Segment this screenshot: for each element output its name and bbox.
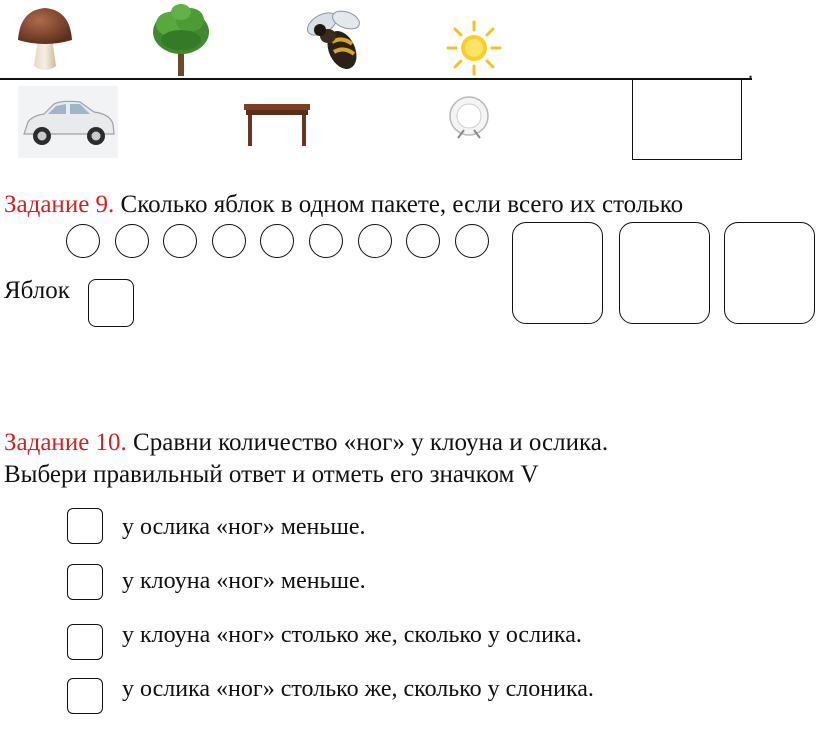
task9-text: Сколько яблок в одном пакете, если всего их столько (114, 191, 684, 218)
apple-circle (163, 224, 197, 258)
option-text: у ослика «ног» столько же, сколько у слоника. (122, 676, 594, 702)
apple-circle (115, 224, 149, 258)
task9-heading (4, 190, 683, 220)
apple-circle (358, 224, 392, 258)
apple-circle (455, 224, 489, 258)
apple-circle (406, 224, 440, 258)
car-icon (18, 86, 118, 158)
apple-circle (260, 224, 294, 258)
apple-circle (309, 224, 343, 258)
end-dot: . (748, 61, 753, 83)
bag-box[interactable] (619, 222, 710, 324)
option-checkbox[interactable] (67, 508, 103, 544)
task10-heading (4, 428, 608, 458)
answer-box[interactable] (632, 78, 742, 160)
option-text: у ослика «ног» меньше. (122, 514, 366, 540)
option-checkbox[interactable] (67, 624, 103, 660)
bag-box[interactable] (724, 222, 815, 324)
bag-box[interactable] (512, 222, 603, 324)
task10-label: Задание 10. (4, 429, 127, 456)
task10-instruction: Выбери правильный ответ и отметь его значком V (4, 461, 539, 488)
task10-text: Сравни количество «ног» у клоуна и ослика. (126, 429, 609, 456)
tree-icon (150, 2, 212, 78)
plate-icon (448, 96, 490, 142)
table-icon (244, 102, 310, 148)
apple-circle (212, 224, 246, 258)
option-text: у клоуна «ног» меньше. (122, 568, 366, 594)
option-text: у клоуна «ног» столько же, сколько у ослика. (122, 622, 582, 648)
task9-label: Задание 9. (4, 191, 115, 218)
bee-icon (300, 6, 368, 76)
apples-label: Яблок (4, 277, 70, 304)
option-checkbox[interactable] (67, 678, 103, 714)
apple-circle (66, 224, 100, 258)
sun-icon (446, 20, 502, 76)
mushroom-icon (14, 4, 76, 74)
option-checkbox[interactable] (67, 564, 103, 600)
apples-answer-box[interactable] (88, 279, 134, 327)
